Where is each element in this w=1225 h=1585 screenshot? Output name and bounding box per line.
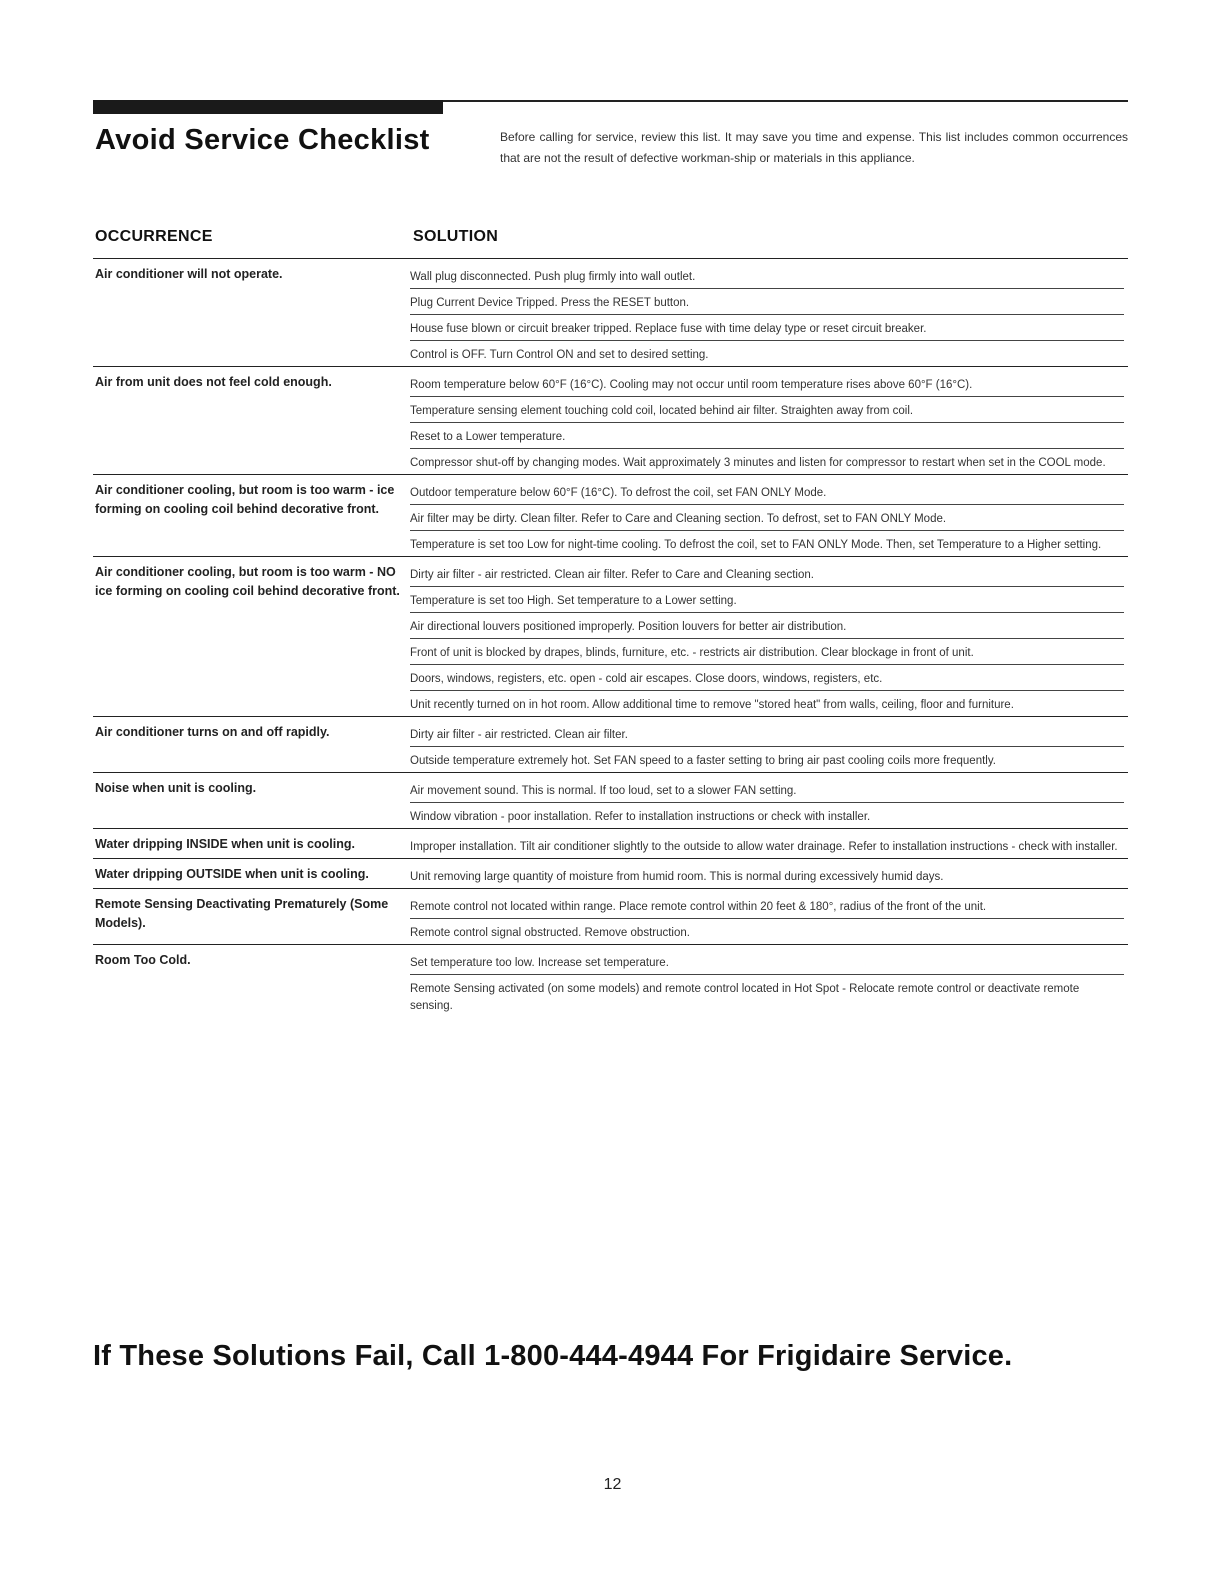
solution-column-header: SOLUTION [413, 228, 499, 245]
occurrence-text: Air conditioner cooling, but room is too warm - NO ice forming on cooling coil behind decorative front. [95, 565, 400, 598]
checklist-section [93, 258, 1128, 366]
solution-item: Reset to a Lower temperature. [410, 423, 1124, 449]
solution-list [410, 557, 1128, 716]
intro-text: Before calling for service, review this list. It may save you time and expense. This list includes common occurrences that are not the result of defective workman-ship or materials in this appliance. [500, 130, 1128, 165]
service-call-banner: If These Solutions Fail, Call 1-800-444-4944 For Frigidaire Service. [93, 1340, 1013, 1372]
checklist-section [93, 888, 1128, 944]
solution-item: Room temperature below 60°F (16°C). Cooling may not occur until room temperature rises above 60°F (16°C). [410, 371, 1124, 397]
occurrence-text: Air conditioner cooling, but room is too warm - ice forming on cooling coil behind decorative front. [95, 483, 395, 516]
solution-list [410, 945, 1128, 1017]
solution-item: Temperature is set too Low for night-time cooling. To defrost the coil, set to FAN ONLY Mode. Then, set Temperature to a Higher setting. [410, 539, 1102, 551]
solution-item: Unit removing large quantity of moisture from humid room. This is normal during excessively humid days. [410, 871, 944, 883]
solution-list [410, 717, 1128, 772]
solution-list [410, 859, 1128, 888]
checklist-section [93, 366, 1128, 474]
occurrence-text: Remote Sensing Deactivating Prematurely (Some Models). [95, 897, 389, 930]
solution-list [410, 829, 1128, 858]
solution-item: House fuse blown or circuit breaker tripped. Replace fuse with time delay type or reset circuit breaker. [410, 315, 1124, 341]
solution-list [410, 259, 1128, 366]
page-number: 12 [603, 1476, 622, 1493]
solution-item: Air directional louvers positioned improperly. Position louvers for better air distribution. [410, 613, 1124, 639]
solution-item: Outdoor temperature below 60°F (16°C). To defrost the coil, set FAN ONLY Mode. [410, 479, 1124, 505]
solution-list [410, 773, 1128, 828]
occurrence-text: Noise when unit is cooling. [95, 781, 257, 795]
checklist-section [93, 772, 1128, 828]
page-title: Avoid Service Checklist [95, 124, 430, 156]
checklist-section [93, 944, 1128, 1017]
solution-item: Control is OFF. Turn Control ON and set to desired setting. [410, 349, 709, 361]
checklist-section [93, 828, 1128, 858]
solution-item: Temperature is set too High. Set temperature to a Lower setting. [410, 587, 1124, 613]
solution-item: Dirty air filter - air restricted. Clean air filter. [410, 721, 1124, 747]
occurrence-text: Room Too Cold. [95, 953, 191, 967]
solution-item: Remote control signal obstructed. Remove obstruction. [410, 927, 690, 939]
solution-item: Window vibration - poor installation. Refer to installation instructions or check with installer. [410, 811, 871, 823]
header-bar [93, 100, 443, 114]
solution-list [410, 367, 1128, 474]
solution-item: Air filter may be dirty. Clean filter. Refer to Care and Cleaning section. To defrost, set to FAN ONLY Mode. [410, 505, 1124, 531]
solution-list [410, 475, 1128, 556]
header-rule [93, 100, 1128, 114]
solution-item: Set temperature too low. Increase set temperature. [410, 949, 1124, 975]
solution-item: Dirty air filter - air restricted. Clean air filter. Refer to Care and Cleaning section. [410, 561, 1124, 587]
occurrence-text: Air from unit does not feel cold enough. [95, 375, 332, 389]
header-line [443, 100, 1128, 102]
solution-item: Temperature sensing element touching cold coil, located behind air filter. Straighten away from coil. [410, 397, 1124, 423]
solution-item: Wall plug disconnected. Push plug firmly into wall outlet. [410, 263, 1124, 289]
solution-item: Remote control not located within range. Place remote control within 20 feet & 180°, radius of the front of the unit. [410, 893, 1124, 919]
checklist-section [93, 556, 1128, 716]
solution-item: Improper installation. Tilt air conditioner slightly to the outside to allow water drainage. Refer to installation instructions - check with installer. [410, 841, 1118, 853]
solution-item: Compressor shut-off by changing modes. Wait approximately 3 minutes and listen for compressor to restart when set in the COOL mode. [410, 457, 1106, 469]
checklist-table [93, 258, 1128, 1017]
checklist-section [93, 474, 1128, 556]
solution-item: Doors, windows, registers, etc. open - cold air escapes. Close doors, windows, registers, etc. [410, 665, 1124, 691]
occurrence-text: Water dripping INSIDE when unit is cooling. [95, 837, 355, 851]
occurrence-text: Air conditioner will not operate. [95, 267, 283, 281]
solution-item: Unit recently turned on in hot room. Allow additional time to remove "stored heat" from walls, ceiling, floor and furniture. [410, 699, 1014, 711]
solution-item: Air movement sound. This is normal. If too loud, set to a slower FAN setting. [410, 777, 1124, 803]
checklist-section [93, 858, 1128, 888]
checklist-section [93, 716, 1128, 772]
solution-item: Outside temperature extremely hot. Set FAN speed to a faster setting to bring air past cooling coils more frequently. [410, 755, 996, 767]
solution-item: Front of unit is blocked by drapes, blinds, furniture, etc. - restricts air distribution. Clear blockage in front of unit. [410, 639, 1124, 665]
solution-item: Remote Sensing activated (on some models) and remote control located in Hot Spot - Relocate remote control or deactivate remote sensing. [410, 983, 1080, 1012]
occurrence-text: Water dripping OUTSIDE when unit is cooling. [95, 867, 369, 881]
occurrence-column-header: OCCURRENCE [95, 228, 213, 245]
solution-item: Plug Current Device Tripped. Press the RESET button. [410, 289, 1124, 315]
solution-list [410, 889, 1128, 944]
occurrence-text: Air conditioner turns on and off rapidly. [95, 725, 330, 739]
